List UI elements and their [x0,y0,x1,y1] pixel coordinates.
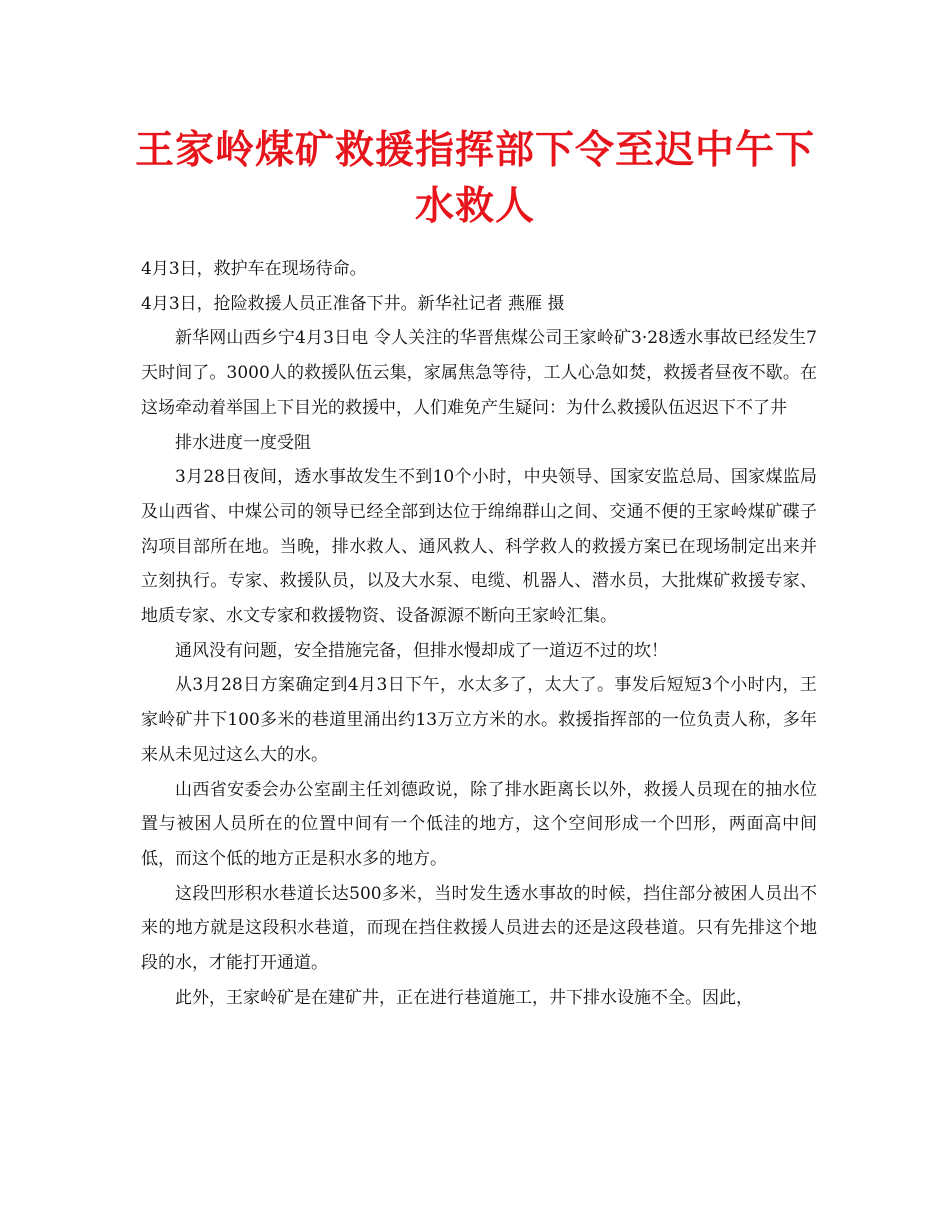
document-title: 王家岭煤矿救援指挥部下令至迟中午下水救人 [134,127,815,229]
paragraph: 新华网山西乡宁4月3日电 令人关注的华晋焦煤公司王家岭矿3·28透水事故已经发生7天时间了。3000人的救援队伍云集，家属焦急等待，工人心急如焚，救援者昼夜不歇。在这场牵动着举国上下目光的救援中，人们难免产生疑问：为什么救援队伍迟迟下不了井 [141,328,817,418]
paragraph: 通风没有问题，安全措施完备，但排水慢却成了一道迈不过的坎！ [175,640,668,661]
paragraph: 此外，王家岭矿是在建矿井，正在进行巷道施工，井下排水设施不全。因此， [175,987,753,1008]
paragraph: 4月3日，抢险救援人员正准备下井。新华社记者 燕雁 摄 [141,293,565,314]
document-body [141,252,817,1015]
paragraph: 4月3日，救护车在现场待命。 [141,259,367,279]
paragraph: 这段凹形积水巷道长达500多米，当时发生透水事故的时候，挡住部分被困人员出不来的地方就是这段积水巷道，而现在挡住救援人员进去的还是这段巷道。只有先排这个地段的水，才能打开通道。 [141,883,817,974]
paragraph: 从3月28日方案确定到4月3日下午，水太多了，太大了。事发后短短3个小时内，王家岭矿井下100多米的巷道里涌出约13万立方米的水。救援指挥部的一位负责人称，多年来从未见过这么大的水。 [141,675,817,765]
paragraph: 山西省安委会办公室副主任刘德政说，除了排水距离长以外，救援人员现在的抽水位置与被困人员所在的位置中间有一个低洼的地方，这个空间形成一个凹形，两面高中间低，而这个低的地方正是积水多的地方。 [141,779,817,869]
paragraph: 3月28日夜间，透水事故发生不到10个小时，中央领导、国家安监总局、国家煤监局及山西省、中煤公司的领导已经全部到达位于绵绵群山之间、交通不便的王家岭煤矿碟子沟项目部所在地。当晚，排水救人、通风救人、科学救人的救援方案已在现场制定出来并立刻执行。专家、救援队员，以及大水泵、电缆、机器人、潜水员，大批煤矿救援专家、地质专家、水文专家和救援物资、设备源源不断向王家岭汇集。 [141,467,817,627]
paragraph: 排水进度一度受阻 [175,432,311,453]
